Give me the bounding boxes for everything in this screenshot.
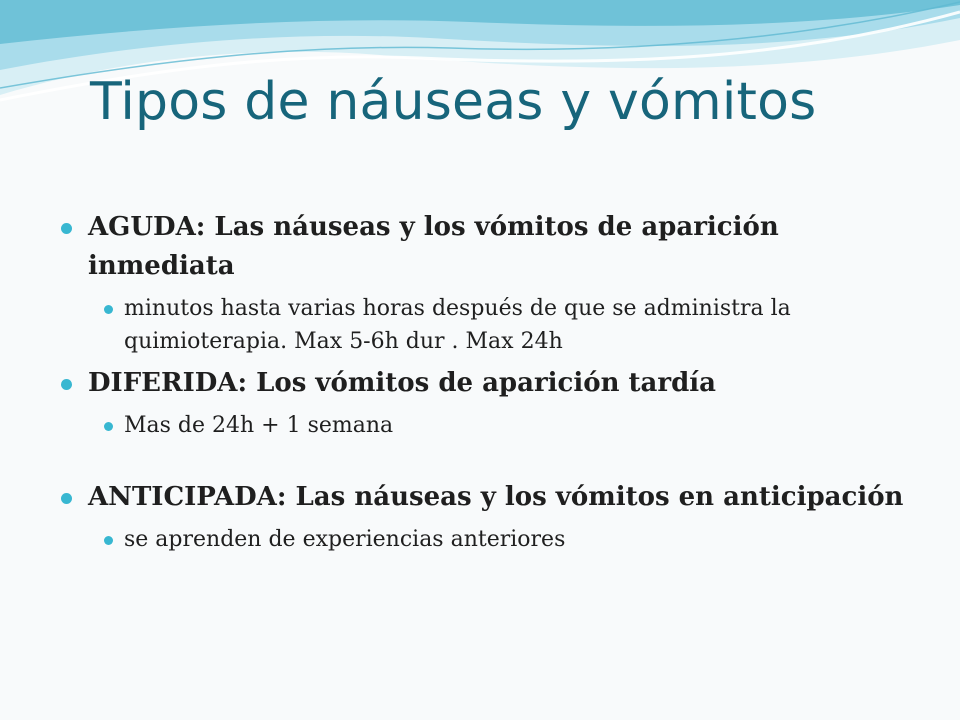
bullet-diferida (60, 364, 920, 403)
sub-bullet-text: Mas de 24h + 1 semana (124, 413, 394, 438)
slide-title: Tipos de náuseas y vómitos (90, 72, 817, 132)
sub-bullet-text: minutos hasta varias horas después de que se administra la quimioterapia. Max 5-6h dur . Max 24h (124, 296, 791, 354)
bullet-aguda (60, 208, 920, 286)
sub-bullet-text: se aprenden de experiencias anteriores (124, 527, 566, 552)
sub-bullet-diferida (60, 409, 920, 442)
sub-bullet-dot-icon (104, 536, 113, 545)
bullet-text: DIFERIDA: Los vómitos de aparición tardía (88, 368, 716, 398)
sub-bullet-dot-icon (104, 305, 113, 314)
bullet-anticipada (60, 478, 920, 517)
sub-bullet-anticipada (60, 523, 920, 556)
bullet-dot-icon (61, 223, 72, 234)
bullet-dot-icon (61, 379, 72, 390)
sub-bullet-aguda (60, 292, 920, 358)
sub-bullet-dot-icon (104, 422, 113, 431)
bullet-text: AGUDA: Las náuseas y los vómitos de aparición inmediata (88, 212, 779, 281)
bullet-dot-icon (61, 493, 72, 504)
bullet-list (60, 208, 920, 556)
bullet-text: ANTICIPADA: Las náuseas y los vómitos en anticipación (88, 482, 904, 512)
